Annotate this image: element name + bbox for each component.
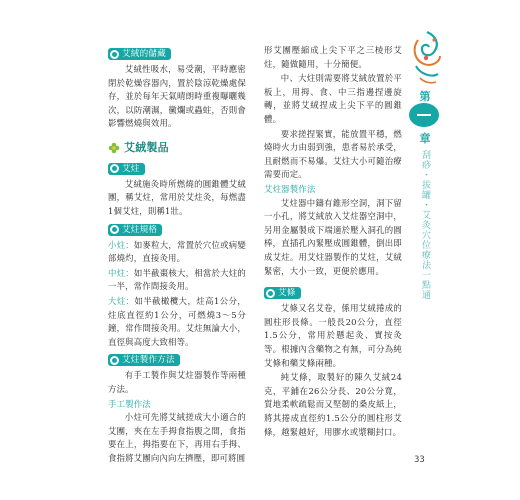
bullet-icon: [110, 164, 119, 173]
section-pill-storage: [108, 48, 171, 60]
spec-heading: 艾炷規格: [122, 224, 158, 235]
section-pill-moxa-stick: [108, 163, 145, 175]
chapter-number-badge: [409, 103, 439, 127]
page-number: 33: [414, 455, 425, 465]
right-column: [264, 44, 402, 440]
chapter-label-bottom: 章: [419, 132, 431, 145]
storage-paragraph: 艾絨性吸水，易受潮，平時應密閉於乾燥容器內，置於陰涼乾燥處保存，並於每年天氣晴朗時重複曝曬幾次，以防潮濕，黴爛或蟲蛀，否則會影響燃燒與效用。: [108, 64, 246, 129]
roll-paragraph-1: 艾條又名艾卷，係用艾絨捲成的圓柱形長條。一般長20公分，直徑1.5公分，常用於懸起灸、實按灸等。根據內含藥物之有無，可分為純艾條和藥艾條兩種。: [264, 303, 402, 368]
chapter-ornament-icon: [410, 30, 444, 86]
moxa-stick-paragraph: 艾絨施灸時所燃燒的圓錐體艾絨團，稱艾炷，常用於艾炷灸，每燃盡1個艾炷，則稱1壯。: [108, 178, 246, 216]
storage-heading: 艾絨的儲藏: [122, 49, 166, 59]
moxa-stick-heading: 艾炷: [122, 163, 140, 174]
bullet-icon: [110, 225, 119, 234]
flower-icon: [108, 142, 120, 154]
spec-medium: [108, 267, 246, 294]
spec-large-text: 如半截橄欖大，炷高1公分，炷底直徑約1公分，可燃燒3～5分鐘，常作間接灸用。艾炷無論大小，直徑與高度大致相等。: [108, 296, 246, 347]
spec-large: [108, 295, 246, 349]
products-heading: [108, 141, 246, 155]
bullet-icon: [110, 50, 119, 59]
right-paragraph-3: 要求搓捏緊實，能放置平穩，燃燒時火力由弱到強，患者易於承受，且耐燃而不易爆。艾炷大小可隨治療需要而定。: [264, 128, 402, 180]
bullet-icon: [110, 356, 119, 365]
spec-medium-text: 如半截棗核大，相當於大炷的一半，常作間接灸用。: [108, 267, 246, 292]
bullet-icon: [266, 289, 275, 298]
running-title: 刮痧・拔罐・艾灸穴位療法一點通: [420, 150, 430, 300]
spec-small: [108, 239, 246, 266]
chapter-label-top: 第: [419, 90, 431, 103]
spec-small-label: 小炷：: [108, 239, 134, 250]
chapter-number-icon: [417, 114, 431, 117]
section-pill-method: [108, 354, 180, 366]
spec-medium-label: 中炷：: [108, 267, 134, 278]
device-paragraph: 艾炷器中鑄有錐形空洞，洞下留一小孔，將艾絨放入艾炷器空洞中，另用金屬製成下端適於壓入洞孔的圓棒，直插孔內緊壓成圓錐體，倒出即成艾炷。用艾炷器製作的艾炷，艾絨緊密，大小一致，更便於應用。: [264, 197, 402, 276]
left-column: [108, 44, 246, 467]
spec-large-label: 大炷：: [108, 296, 135, 306]
right-paragraph-2: 中、大炷則需要將艾絨放置於平板上，用拇、食、中三指邊捏邊旋轉，並將艾絨捏成上尖下平的圓錐體。: [264, 73, 402, 124]
section-pill-roll: [264, 287, 301, 299]
spec-small-text: 如麥粒大，常置於穴位或病變部燒灼，直接灸用。: [108, 239, 246, 264]
device-subheading: 艾炷器製作法: [264, 183, 316, 194]
method-heading: 艾炷製作方法: [122, 355, 175, 366]
right-paragraph-1: 形艾團壓縮成上尖下平之三棱形艾炷，隨做隨用，十分簡便。: [264, 45, 402, 69]
method-paragraph: 有手工製作與艾炷器製作等兩種方法。: [108, 370, 246, 395]
products-heading-text: 艾絨製品: [124, 141, 169, 155]
roll-paragraph-2: 純艾條，取製好的陳久艾絨24克，平鋪在26公分長、20公分寬，質地柔軟疏鬆而又堅韌的桑皮紙上，將其捲成直徑約1.5公分的圓柱形艾條，越緊越好，用膠水或漿糊封口。: [264, 372, 402, 437]
roll-heading: 艾條: [278, 288, 296, 299]
manual-paragraph: 小炷可先將艾絨搓成大小適合的艾團，夾在左手拇食指腹之間，食指要在上，拇指要在下，再用右手拇、食指將艾團向內向左擠壓，即可將圓: [108, 412, 246, 464]
section-pill-spec: [108, 224, 162, 236]
manual-subheading: 手工製作法: [108, 398, 151, 409]
